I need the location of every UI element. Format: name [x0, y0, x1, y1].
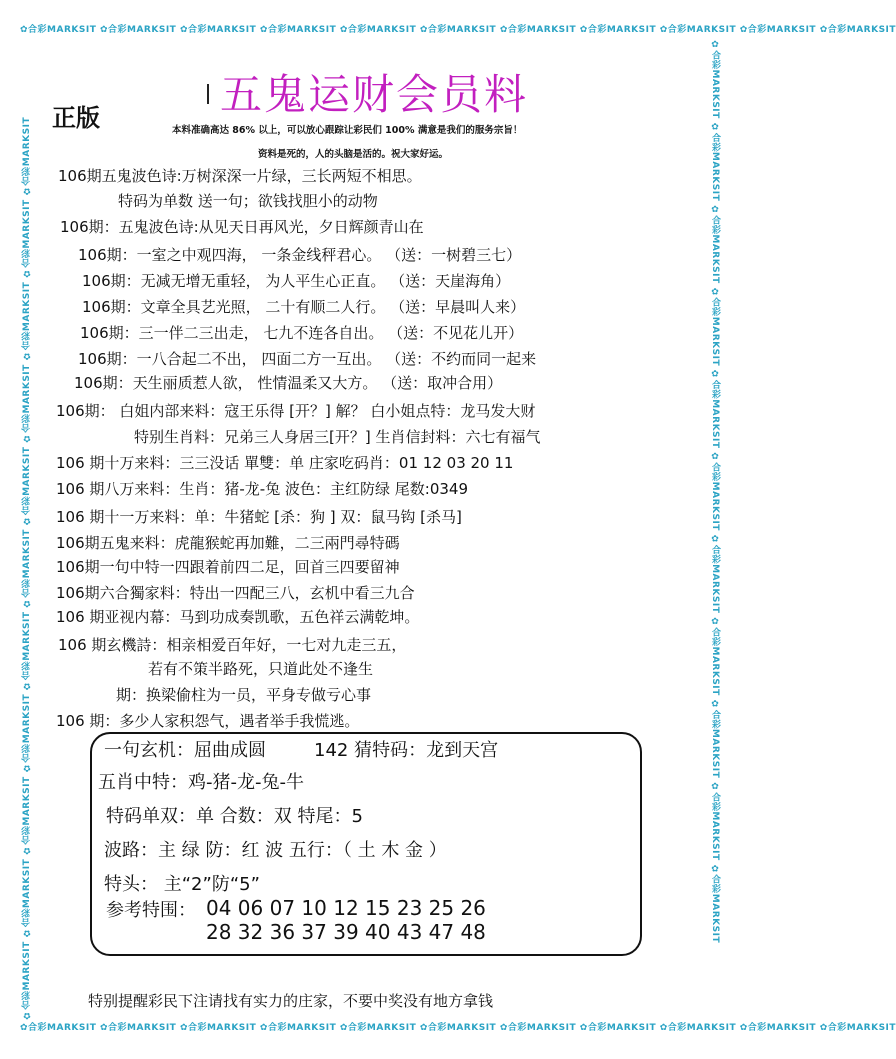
- text-line: 106 期八万来料：生肖：猪-龙-兔 波色：主红防绿 尾数:0349: [56, 480, 468, 498]
- box-range-label: 参考特围：: [106, 900, 196, 921]
- box-guess: 142 猜特码：龙到天宫: [314, 740, 499, 761]
- edition-label: 正版: [52, 104, 100, 132]
- box-wave: 波路：主 绿 防：红 波 五行：（ 土 木 金 ）: [104, 840, 447, 861]
- frame-border-right: ✿合彩MARKSIT ✿合彩MARKSIT ✿合彩MARKSIT ✿合彩MARKSIT ✿合彩MARKSIT ✿合彩MARKSIT ✿合彩MARKSIT ✿合彩MARKSIT ✿合彩MARKSIT ✿合彩MARKSIT ✿合彩MARKSIT: [710, 40, 720, 944]
- text-line: 106期五鬼来料：虎龍猴蛇再加難，二三兩門尋特碼: [56, 534, 400, 552]
- text-line: 106期：五鬼波色诗:从见天日再风光，夕日辉颜青山在: [60, 218, 424, 236]
- text-line: 若有不策半路死，只道此处不逢生: [148, 660, 374, 678]
- text-line: 106 期亚视内幕：马到功成奏凯歌，五色祥云满乾坤。: [56, 608, 420, 626]
- box-odd-even: 特码单双：单 合数：双 特尾：5: [106, 806, 363, 827]
- text-line: 106 期十一万来料：单：牛猪蛇 [杀：狗 ] 双：鼠马钩 [杀马]: [56, 508, 462, 526]
- frame-border-left: ✿合彩MARKSIT ✿合彩MARKSIT ✿合彩MARKSIT ✿合彩MARKSIT ✿合彩MARKSIT ✿合彩MARKSIT ✿合彩MARKSIT ✿合彩MARKSIT ✿合彩MARKSIT ✿合彩MARKSIT ✿合彩MARKSIT: [22, 116, 32, 1020]
- text-line: 期：换梁偷柱为一员，平身专做亏心事: [116, 686, 372, 704]
- box-head: 特头： 主“2”防“5”: [104, 874, 260, 895]
- text-line: 106期：三一伴二三出走， 七九不连各自出。 （送：不见花儿开）: [80, 324, 524, 342]
- box-range-row1: 04 06 07 10 12 15 23 25 26: [206, 896, 486, 920]
- footer-reminder: 特别提醒彩民下注请找有实力的庄家，不要中奖没有地方拿钱: [88, 992, 494, 1010]
- text-line: 106期：一室之中观四海， 一条金线秤君心。 （送：一树碧三七）: [78, 246, 522, 264]
- tagline-luck: 资料是死的，人的头脑是活的。祝大家好运。: [258, 149, 449, 160]
- text-line: 106 期十万来料：三三没话 單雙：单 庄家吃码肖：01 12 03 20 11: [56, 454, 514, 472]
- text-line: 106期：天生丽质惹人欲， 性情温柔又大方。 （送：取冲合用）: [74, 374, 503, 392]
- page-title: 五鬼运财会员料: [220, 70, 529, 119]
- text-line: 106期：文章全具艺光照， 二十有顺二人行。 （送：早晨叫人来）: [82, 298, 526, 316]
- text-line: 106期：一八合起二不出， 四面二方一互出。 （送：不约而同一起来: [78, 350, 537, 368]
- text-line: 106期： 白姐内部来料：寇王乐得 [开？] 解？ 白小姐点特：龙马发大财: [56, 402, 536, 420]
- box-five-zodiacs: 五肖中特：鸡-猪-龙-兔-牛: [98, 772, 304, 793]
- text-line: 106期一句中特一四跟着前四二足，回首三四要留神: [56, 558, 400, 576]
- text-line: 106期：无减无增无重轻， 为人平生心正直。 （送：天崖海角）: [82, 272, 511, 290]
- text-line: 106期六合獨家料：特出一四配三八，玄机中看三九合: [56, 584, 415, 602]
- text-line: 特别生肖料：兄弟三人身居三[开？] 生肖信封料：六七有福气: [134, 428, 541, 446]
- text-line: 106 期：多少人家积怨气，遇者举手我慌逃。: [56, 712, 360, 730]
- title-divider: [207, 84, 209, 104]
- box-riddle: 一句玄机：屈曲成圆: [104, 740, 266, 761]
- frame-border-top: ✿合彩MARKSIT ✿合彩MARKSIT ✿合彩MARKSIT ✿合彩MARKSIT ✿合彩MARKSIT ✿合彩MARKSIT ✿合彩MARKSIT ✿合彩MARKSIT ✿合彩MARKSIT ✿合彩MARKSIT ✿合彩MARKSIT: [20, 25, 896, 35]
- text-line: 106期五鬼波色诗:万树深深一片绿，三长两短不相思。: [58, 167, 422, 185]
- frame-border-bottom: ✿合彩MARKSIT ✿合彩MARKSIT ✿合彩MARKSIT ✿合彩MARKSIT ✿合彩MARKSIT ✿合彩MARKSIT ✿合彩MARKSIT ✿合彩MARKSIT ✿合彩MARKSIT ✿合彩MARKSIT ✿合彩MARKSIT: [20, 1023, 896, 1033]
- text-line: 特码为单数 送一句；欲钱找胆小的动物: [118, 192, 378, 210]
- box-range-row2: 28 32 36 37 39 40 43 47 48: [206, 920, 486, 944]
- text-line: 106 期玄機詩：相亲相爱百年好，一七对九走三五，: [58, 636, 407, 654]
- tagline-accuracy: 本料准确高达 86% 以上，可以放心跟踪让彩民们 100% 满意是我们的服务宗旨！: [172, 125, 523, 136]
